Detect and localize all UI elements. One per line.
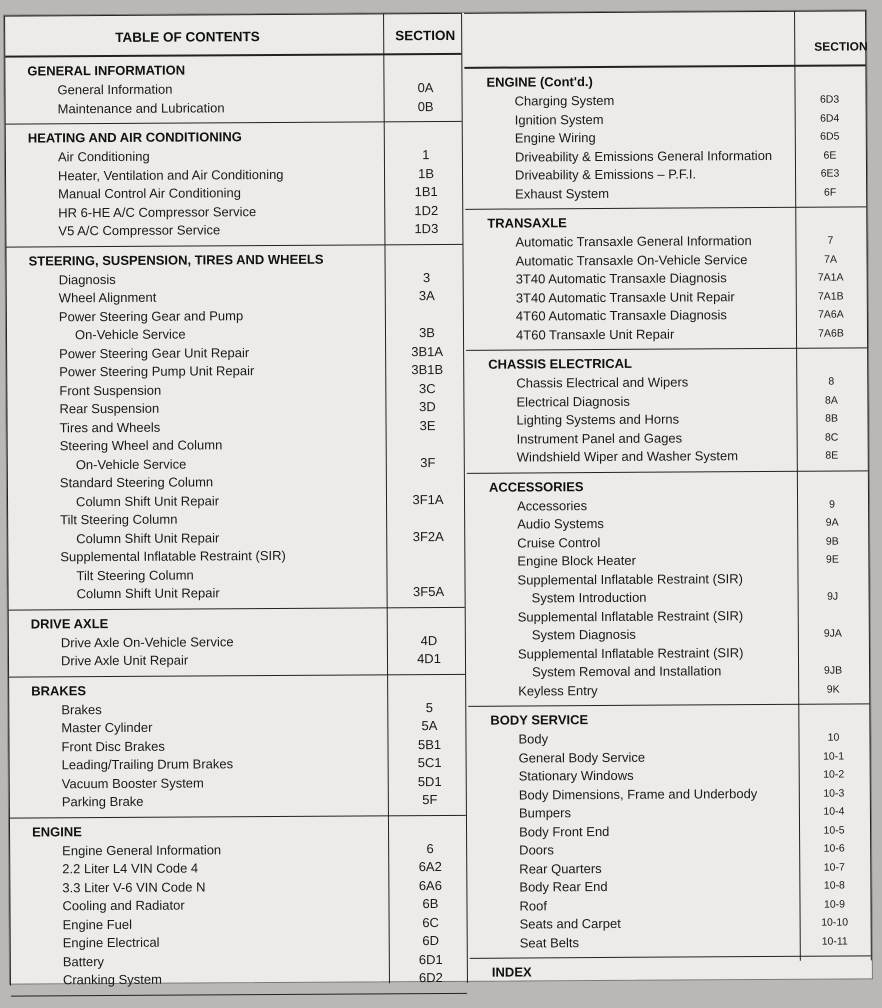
section-code: 6D2 [396, 969, 466, 988]
toc-title: TABLE OF CONTENTS [115, 29, 260, 45]
toc-entry-label: Windshield Wiper and Washer System [517, 447, 738, 467]
toc-row [468, 661, 869, 682]
section-code: 10-10 [800, 913, 870, 932]
toc-entry-label: Body Front End [519, 822, 609, 841]
toc-entry-label: Audio Systems [517, 515, 604, 534]
toc-entry-label: Front Disc Brakes [61, 737, 164, 756]
toc-group [10, 815, 467, 996]
toc-row [469, 858, 870, 879]
toc-entry-label: On-Vehicle Service [75, 326, 186, 345]
section-code: 3 [392, 268, 462, 287]
toc-entry-label: Leading/Trailing Drum Brakes [62, 755, 234, 775]
section-code: 4D [394, 631, 464, 650]
toc-entry-label: Vacuum Booster System [62, 774, 204, 793]
toc-entry-label: Engine Block Heater [517, 552, 636, 571]
toc-row [465, 127, 866, 148]
section-code: 3F2A [393, 527, 463, 546]
toc-row [469, 895, 870, 916]
left-header [5, 13, 461, 58]
group-title: DRIVE AXLE [9, 607, 465, 634]
toc-row [469, 784, 870, 805]
toc-entry-label: Tilt Steering Column [76, 566, 193, 585]
toc-group [9, 674, 466, 818]
toc-entry-label: Battery [63, 953, 104, 972]
section-code: 8B [796, 409, 866, 428]
section-code: 10-4 [799, 802, 869, 821]
section-code: 3B1A [392, 342, 462, 361]
toc-entry-label: Cranking System [63, 971, 162, 990]
toc-entry-label: Engine General Information [62, 841, 221, 860]
section-code: 6A2 [395, 858, 465, 877]
section-code: 7A1B [796, 287, 866, 306]
toc-group [468, 704, 871, 958]
toc-entry-label: 3.3 Liter V-6 VIN Code N [62, 878, 205, 897]
toc-entry-label: Power Steering Gear and Pump [59, 307, 243, 327]
section-code: 5C1 [395, 754, 465, 773]
toc-group [6, 122, 463, 247]
toc-entry-label: Driveability & Emissions – P.F.I. [515, 165, 696, 185]
toc-row [465, 146, 866, 167]
section-code: 0B [391, 97, 461, 116]
toc-row [467, 428, 868, 449]
section-code: 8C [797, 428, 867, 447]
toc-entry-label: On-Vehicle Service [76, 455, 187, 474]
toc-row [468, 587, 869, 608]
section-code: 5F [395, 791, 465, 810]
toc-row [468, 728, 869, 749]
toc-page [3, 9, 873, 984]
toc-entry-label: Brakes [61, 701, 102, 720]
toc-entry-label: Column Shift Unit Repair [76, 529, 219, 548]
toc-entry-label: Seats and Carpet [520, 915, 621, 934]
toc-row [469, 876, 870, 897]
section-code: 10 [798, 728, 868, 747]
toc-entry-label: Automatic Transaxle On-Vehicle Service [516, 251, 748, 271]
toc-group [470, 956, 871, 1004]
group-title: ENGINE [10, 815, 466, 842]
toc-entry-label: Chassis Electrical and Wipers [516, 373, 688, 393]
toc-row [467, 495, 868, 516]
section-code: 6D5 [795, 127, 865, 146]
toc-entry-label: Air Conditioning [58, 148, 150, 167]
toc-entry-label: Parking Brake [62, 793, 144, 812]
section-code: 5A [394, 717, 464, 736]
toc-entry-label: V5 A/C Compressor Service [58, 221, 220, 240]
toc-entry-label: 3T40 Automatic Transaxle Unit Repair [516, 288, 735, 308]
toc-entry-label: Drive Axle Unit Repair [61, 652, 188, 671]
toc-entry-label: General Information [57, 81, 172, 100]
toc-entry-label: Standard Steering Column [60, 473, 213, 492]
section-code: 6D3 [795, 90, 865, 109]
left-groups [5, 55, 467, 996]
toc-group [6, 244, 464, 610]
toc-entry-label: System Removal and Installation [532, 662, 721, 682]
section-code: 1B [391, 164, 461, 183]
section-code: 8 [796, 372, 866, 391]
toc-entry-label: Column Shift Unit Repair [77, 584, 220, 603]
toc-row [467, 513, 868, 534]
toc-entry-label: Body Rear End [519, 878, 607, 897]
toc-entry-label: 3T40 Automatic Transaxle Diagnosis [516, 269, 727, 289]
toc-entry-label: Front Suspension [59, 381, 161, 400]
toc-entry-label: Doors [519, 841, 554, 860]
toc-group [467, 471, 869, 707]
toc-entry-label: Electrical Diagnosis [516, 392, 630, 411]
section-code: 3B1B [392, 361, 462, 380]
group-title: BODY SERVICE [468, 704, 869, 730]
section-code: 4D1 [394, 650, 464, 669]
toc-entry-label: Ignition System [515, 110, 604, 129]
toc-row [466, 324, 867, 345]
toc-row [469, 839, 870, 860]
section-code: 7A [795, 250, 865, 269]
group-title: STEERING, SUSPENSION, TIRES AND WHEELS [6, 244, 462, 271]
toc-row [467, 569, 868, 590]
section-code: 10-6 [799, 839, 869, 858]
group-title: TRANSAXLE [465, 207, 866, 233]
section-code: 9A [797, 513, 867, 532]
toc-row [467, 532, 868, 553]
section-code: 10-9 [799, 895, 869, 914]
right-column [464, 10, 872, 962]
section-code: 10-1 [799, 747, 869, 766]
toc-entry-label: Automatic Transaxle General Information [515, 232, 751, 252]
toc-entry-label: Exhaust System [515, 184, 609, 203]
toc-entry-label: Charging System [515, 92, 615, 111]
toc-row [466, 391, 867, 412]
toc-row [470, 932, 871, 953]
toc-entry-label: Body Dimensions, Frame and Underbody [519, 785, 758, 805]
section-code: 6 [395, 839, 465, 858]
toc-row [467, 550, 868, 571]
toc-row [6, 220, 462, 241]
toc-row [10, 791, 466, 812]
toc-entry-label: Drive Axle On-Vehicle Service [61, 633, 234, 653]
toc-row [466, 305, 867, 326]
section-code: 10-5 [799, 821, 869, 840]
group-title: CHASSIS ELECTRICAL [466, 348, 867, 374]
toc-row [466, 287, 867, 308]
group-title: BRAKES [9, 674, 465, 701]
toc-entry-label: Column Shift Unit Repair [76, 492, 219, 511]
section-code: 3F [393, 453, 463, 472]
toc-row [465, 90, 866, 111]
toc-row [465, 164, 866, 185]
section-code: 5D1 [395, 772, 465, 791]
section-code: 8A [796, 391, 866, 410]
section-code: 3C [392, 379, 462, 398]
toc-entry-label: Master Cylinder [61, 719, 152, 738]
toc-entry-label: Seat Belts [520, 934, 579, 953]
section-heading-right: SECTION [814, 39, 867, 53]
section-code: 10-3 [799, 784, 869, 803]
toc-row [9, 583, 465, 604]
toc-entry-label: Supplemental Inflatable Restraint (SIR) [60, 547, 286, 567]
group-title: ENGINE (Cont'd.) [464, 66, 865, 92]
toc-row [468, 606, 869, 627]
toc-entry-label: Power Steering Pump Unit Repair [59, 362, 254, 382]
section-code: 6C [396, 913, 466, 932]
section-code: 9JA [798, 624, 868, 643]
section-code: 10-8 [799, 876, 869, 895]
toc-row [468, 624, 869, 645]
section-code: 0A [390, 79, 460, 98]
toc-entry-label: 4T60 Automatic Transaxle Diagnosis [516, 306, 727, 326]
right-groups [464, 66, 871, 1004]
section-code: 1D3 [391, 220, 461, 239]
toc-row [469, 821, 870, 842]
toc-row [466, 268, 867, 289]
toc-row [467, 446, 868, 467]
section-code: 6D [396, 932, 466, 951]
toc-entry-label: Accessories [517, 497, 587, 516]
section-code: 3F5A [394, 583, 464, 602]
toc-entry-label: Steering Wheel and Column [60, 436, 223, 455]
toc-row [469, 747, 870, 768]
section-heading-left: SECTION [395, 28, 455, 43]
section-code: 1 [391, 146, 461, 165]
toc-entry-label: Lighting Systems and Horns [516, 411, 679, 430]
toc-row [466, 409, 867, 430]
section-code: 1D2 [391, 201, 461, 220]
toc-row [466, 250, 867, 271]
section-code: 3F1A [393, 490, 463, 509]
toc-entry-label: Tilt Steering Column [60, 511, 177, 530]
toc-group [5, 55, 461, 125]
section-code: 7A6A [796, 305, 866, 324]
section-code: 3D [392, 398, 462, 417]
section-code: 5B1 [394, 735, 464, 754]
section-code: 1B1 [391, 183, 461, 202]
toc-entry-label: Engine Fuel [63, 915, 133, 934]
section-code: 9 [797, 495, 867, 514]
toc-group [465, 207, 867, 350]
section-code: 6B [395, 895, 465, 914]
toc-row [465, 109, 866, 130]
toc-entry-label: Tires and Wheels [60, 418, 161, 437]
toc-entry-label: Engine Electrical [63, 934, 160, 953]
section-code: 7A6B [796, 324, 866, 343]
toc-entry-label: Manual Control Air Conditioning [58, 184, 241, 204]
toc-row [468, 680, 869, 701]
toc-entry-label: General Body Service [519, 748, 646, 767]
toc-entry-label: Rear Suspension [59, 400, 159, 419]
toc-entry-label: Stationary Windows [519, 767, 634, 786]
toc-entry-label: Supplemental Inflatable Restraint (SIR) [517, 570, 743, 590]
group-title: INDEX [470, 956, 871, 982]
toc-row [470, 913, 871, 934]
section-code: 3A [392, 287, 462, 306]
toc-group [9, 607, 465, 677]
toc-row [9, 650, 465, 671]
toc-entry-label: Diagnosis [59, 270, 116, 289]
section-code: 3E [393, 416, 463, 435]
toc-row [468, 643, 869, 664]
section-code: 8E [797, 446, 867, 465]
section-code: 6E3 [795, 164, 865, 183]
toc-entry-label: Cruise Control [517, 534, 600, 553]
left-column [4, 13, 468, 986]
section-code: 6E [795, 146, 865, 165]
section-code: 9J [798, 587, 868, 606]
toc-entry-label: System Diagnosis [532, 626, 636, 645]
toc-row [465, 231, 866, 252]
toc-row [466, 372, 867, 393]
group-title: HEATING AND AIR CONDITIONING [6, 122, 462, 149]
toc-entry-label: Maintenance and Lubrication [58, 99, 225, 119]
section-code: 6F [795, 183, 865, 202]
toc-entry-label: Cooling and Radiator [62, 897, 184, 916]
toc-entry-label: 4T60 Transaxle Unit Repair [516, 325, 674, 344]
toc-row [6, 97, 462, 118]
section-code: 10-2 [799, 765, 869, 784]
toc-entry-label: Power Steering Gear Unit Repair [59, 344, 249, 364]
section-code: 6D1 [396, 950, 466, 969]
toc-entry-label: 2.2 Liter L4 VIN Code 4 [62, 859, 198, 878]
section-code: 9K [798, 680, 868, 699]
toc-entry-label: System Introduction [532, 589, 647, 608]
toc-row [469, 765, 870, 786]
toc-group [464, 66, 866, 209]
section-code: 7 [795, 231, 865, 250]
toc-entry-label: Supplemental Inflatable Restraint (SIR) [518, 644, 744, 664]
toc-entry-label: Bumpers [519, 804, 571, 823]
toc-entry-label: Engine Wiring [515, 129, 596, 148]
section-code: 9JB [798, 661, 868, 680]
section-code: 6A6 [395, 876, 465, 895]
toc-entry-label: HR 6-HE A/C Compressor Service [58, 203, 256, 223]
toc-entry-label: Instrument Panel and Gages [517, 429, 683, 449]
toc-entry-label: Keyless Entry [518, 682, 598, 701]
right-header [464, 10, 865, 68]
toc-group [466, 348, 868, 473]
toc-row [465, 183, 866, 204]
toc-row [11, 969, 467, 990]
toc-entry-label: Wheel Alignment [59, 289, 157, 308]
toc-row [469, 802, 870, 823]
group-title: ACCESSORIES [467, 471, 868, 497]
toc-entry-label: Roof [519, 897, 547, 916]
section-code: 10-11 [800, 932, 870, 951]
section-code: 10-7 [799, 858, 869, 877]
toc-entry-label: Rear Quarters [519, 860, 601, 879]
group-title: GENERAL INFORMATION [5, 55, 461, 82]
toc-entry-label: Body [518, 730, 548, 749]
toc-entry-label: Driveability & Emissions General Information [515, 146, 772, 166]
section-code: 7A1A [796, 268, 866, 287]
section-code: 5 [394, 698, 464, 717]
toc-entry-label: Heater, Ventilation and Air Conditioning [58, 165, 284, 185]
section-code: 9B [797, 532, 867, 551]
section-code: 3B [392, 324, 462, 343]
toc-entry-label: Supplemental Inflatable Restraint (SIR) [518, 607, 744, 627]
section-code: 6D4 [795, 109, 865, 128]
section-code: 9E [797, 550, 867, 569]
